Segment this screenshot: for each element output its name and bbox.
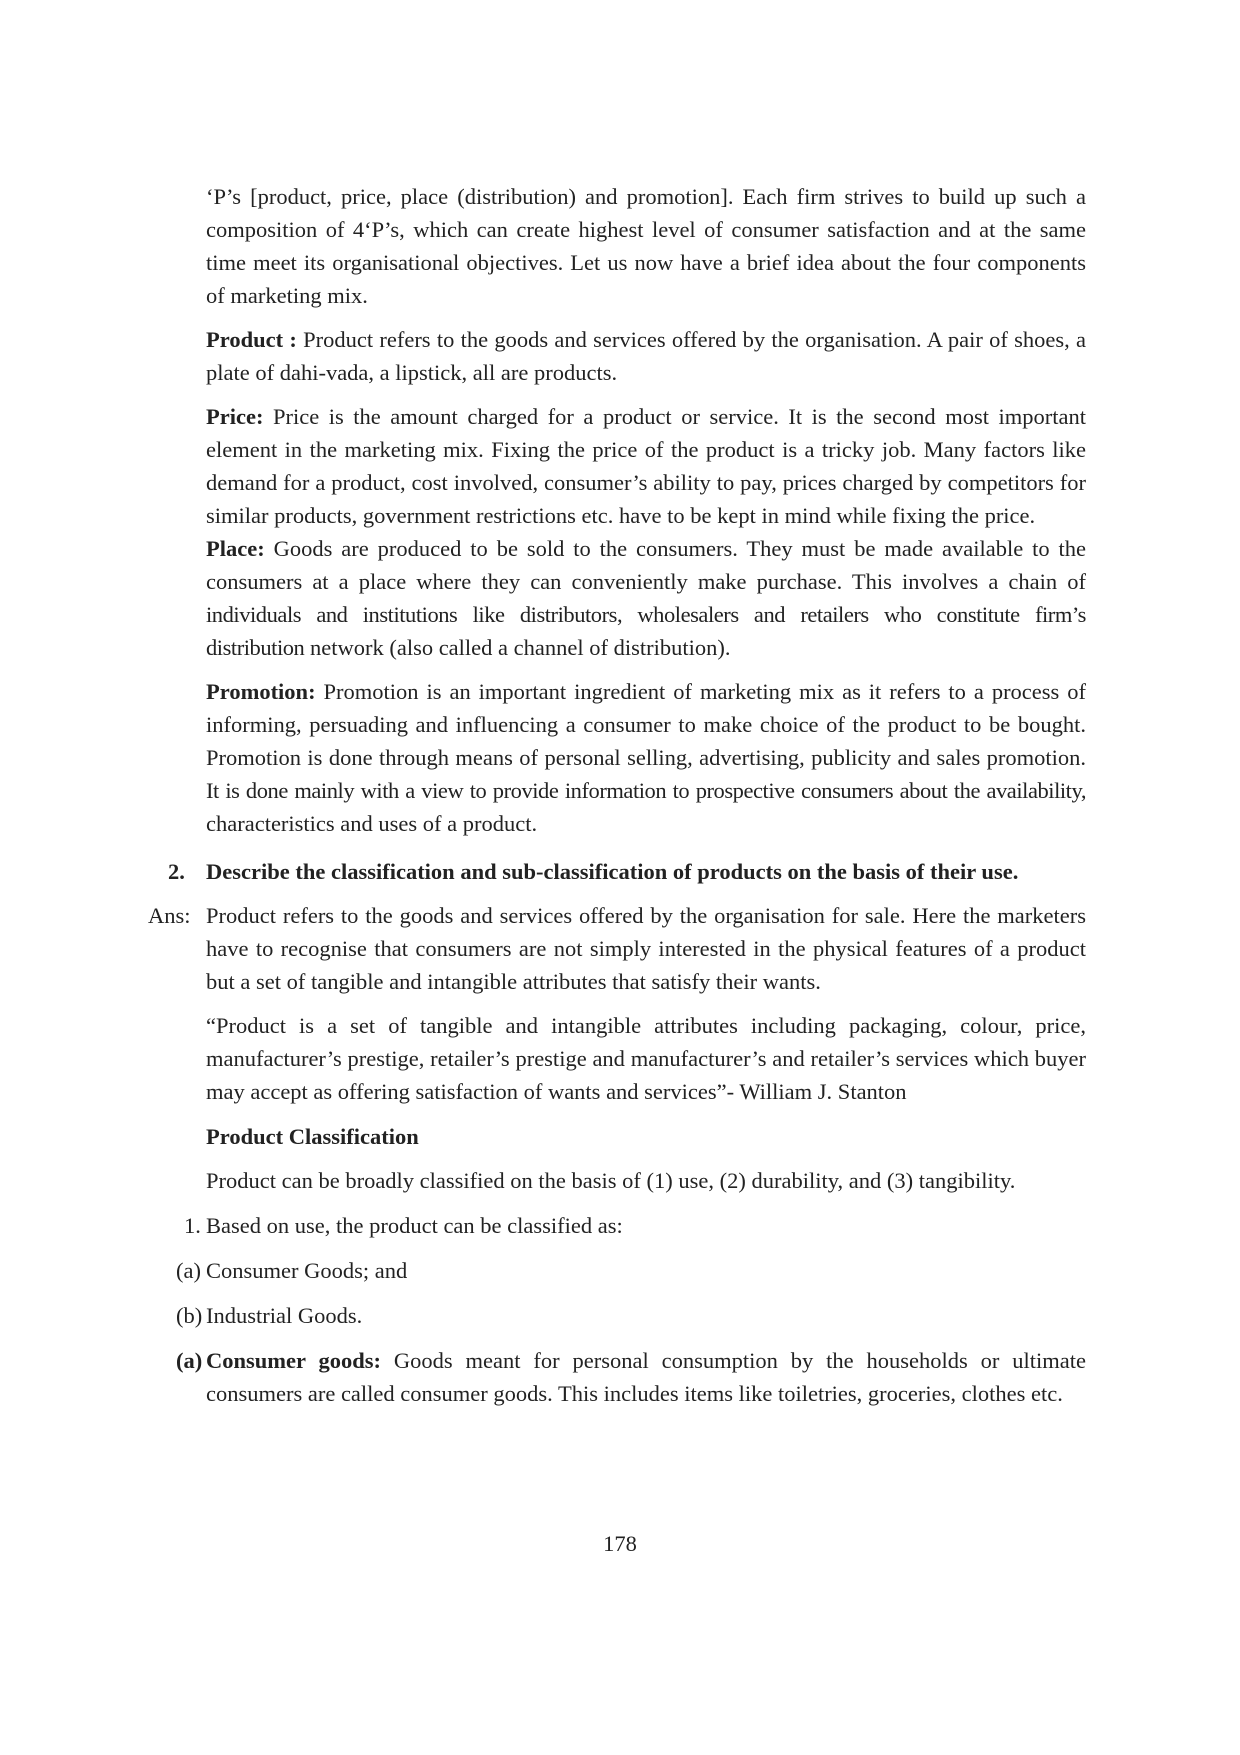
list-item [176, 1209, 1086, 1242]
answer-text: Product refers to the goods and services offered by the organisation for sale. Here the marketers have to recognise that consumers are not simply interested in the physical features of a product but a set of tangible and intangible attributes that satisfy their wants. [206, 903, 1086, 994]
product-paragraph [206, 323, 1086, 389]
consumer-goods-definition: Goods meant for personal consumption by the households or ultimate consumers are called consumer goods. This includes items like toiletries, groceries, clothes etc. [206, 1348, 1086, 1406]
product-term: Product : [206, 327, 297, 352]
classification-heading: Product Classification [206, 1124, 419, 1149]
price-paragraph [206, 400, 1086, 532]
consumer-goods-item [176, 1344, 1086, 1410]
price-definition: Price is the amount charged for a product or service. It is the second most important element in the marketing mix. Fixing the price of the product is a tricky job. Many factors like demand for a product, cost involved, consumer’s ability to pay, prices charged by competitors for similar products, government restrictions etc. have to be kept in mind while fixing the price. [206, 404, 1086, 528]
stanton-quote: “Product is a set of tangible and intangible attributes including packaging, colour, price, manufacturer’s prestige, retailer’s prestige and manufacturer’s and retailer’s services which buyer may accept as offering satisfaction of wants and services”- William J. Stanton [206, 1013, 1086, 1104]
page-content [148, 180, 1086, 1410]
question-text: Describe the classification and sub-classification of products on the basis of their use. [206, 859, 1019, 884]
promotion-definition-3: characteristics and uses of a product. [206, 811, 538, 836]
place-term: Place: [206, 536, 265, 561]
promotion-definition-1: Promotion is an important ingredient of marketing mix as it refers to a process of informing, persuading and influencing a consumer to make choice of the product to be bought. Promotion is done through means of personal selling, advertising, publicity and sales promotion. [206, 679, 1086, 770]
product-definition: Product refers to the goods and services offered by the organisation. A pair of shoes, a plate of dahi-vada, a lipstick, all are products. [206, 327, 1086, 385]
page-number: 178 [603, 1531, 637, 1556]
list-marker: 1. [184, 1213, 201, 1238]
list-marker: (a) [176, 1348, 203, 1373]
classification-text: Product can be broadly classified on the basis of (1) use, (2) durability, and (3) tangibility. [206, 1168, 1016, 1193]
list-marker: (a) [176, 1258, 201, 1283]
place-definition-1: Goods are produced to be sold to the consumers. They must be made available to the consumers at a place where they can conveniently make purchase. This involves a chain of [206, 536, 1086, 594]
question-2 [168, 855, 1086, 888]
promotion-definition-2: It is done mainly with a view to provide information to prospective consumers about the availability, [206, 778, 1086, 803]
list-item [176, 1299, 1086, 1332]
list-item [176, 1254, 1086, 1287]
answer-label: Ans: [148, 903, 191, 928]
consumer-goods-paragraph [206, 1344, 1086, 1410]
place-definition-2: individuals and institutions like distributors, wholesalers and retailers who constitute firm’s distribution [206, 602, 1086, 660]
answer-paragraph [148, 899, 1086, 998]
promotion-term: Promotion: [206, 679, 316, 704]
promotion-paragraph [206, 675, 1086, 840]
price-term: Price: [206, 404, 264, 429]
place-definition-3: network (also called a channel of distribution). [304, 635, 731, 660]
list-marker: (b) [176, 1303, 203, 1328]
list-text: Consumer Goods; and [206, 1258, 408, 1283]
place-paragraph [206, 532, 1086, 664]
intro-paragraph: ‘P’s [product, price, place (distribution) and promotion]. Each firm strives to build up such a composition of 4‘P’s, which can create highest level of consumer satisfaction and at the same time meet its organisational objectives. Let us now have a brief idea about the four components of marketing mix. [206, 184, 1086, 308]
consumer-goods-term: Consumer goods: [206, 1348, 381, 1373]
list-text: Industrial Goods. [206, 1303, 363, 1328]
list-text: Based on use, the product can be classified as: [206, 1213, 623, 1238]
question-number: 2. [168, 859, 185, 884]
